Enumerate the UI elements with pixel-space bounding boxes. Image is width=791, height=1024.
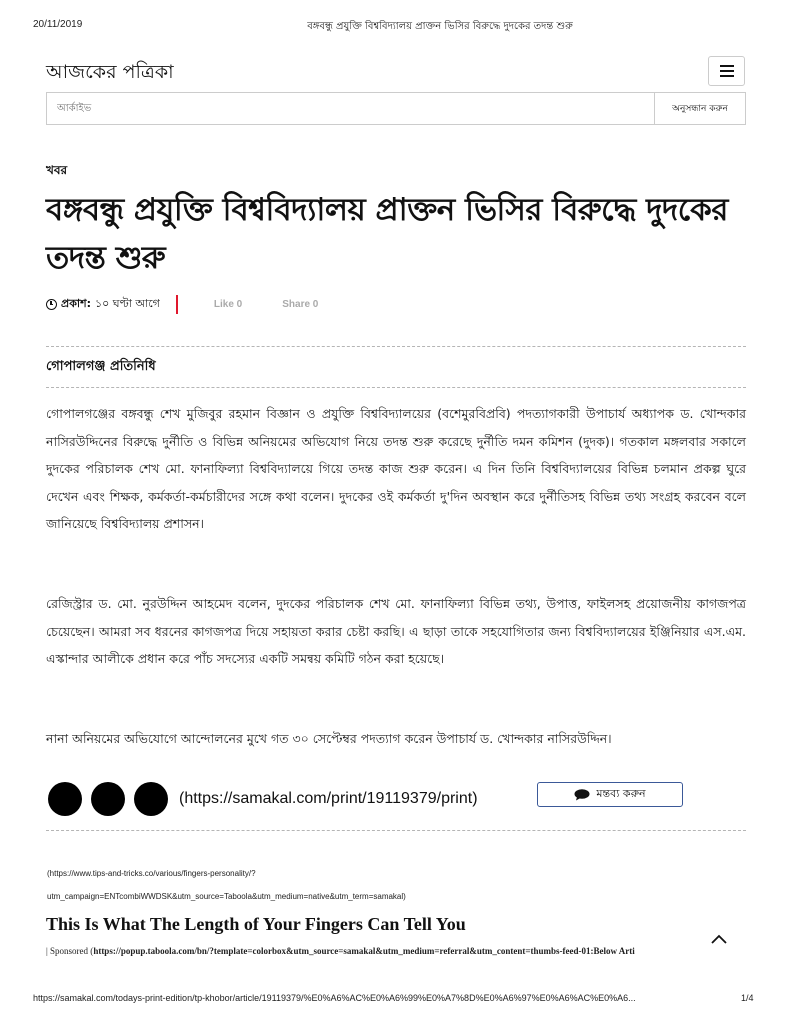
comment-button[interactable] [537,782,683,807]
share-row [48,782,478,816]
article-paragraph: গোপালগঞ্জের বঙ্গবন্ধু শেখ মুজিবুর রহমান বিজ্ঞান ও প্রযুক্তি বিশ্ববিদ্যালয়ের (বশেমুরবিপ্রবি) পদত্যাগকারী উপাচার্য অধ্যাপক ড. খোন্দকার নাসিরউদ্দিনের বিরুদ্ধে দুর্নীতি ও বিভিন্ন অনিয়মের অভিযোগ নিয়ে তদন্ত শুরু করেছে দুর্নীতি দমন কমিশন (দুদক)। গতকাল মঙ্গলবার সকালে দুদকের পরিচালক শেখ মো. ফানাফিল্যা বিশ্ববিদ্যালয়ে গিয়ে তদন্ত কাজ শুরু করেন। এ দিন তিনি বিশ্ববিদ্যালয়ের বিভিন্ন চলমান প্রকল্প ঘুরে দেখেন এবং শিক্ষক, কর্মকর্তা-কর্মচারীদের সঙ্গে কথা বলেন। দুদকের ওই কর্মকর্তা দু'দিন অবস্থান করে দুর্নীতিসহ বিভিন্ন তথ্য সংগ্রহ করবেন বলে জানিয়েছে বিশ্ববিদ্যালয় প্রশাসন। [46,406,747,531]
site-name[interactable]: আজকের পত্রিকা [46,61,174,83]
search-button[interactable]: অনুসন্ধান করুন [654,93,745,124]
like-button[interactable]: Like 0 [213,298,243,310]
print-header-title: বঙ্গবন্ধু প্রযুক্তি বিশ্ববিদ্যালয় প্রাক্তন ভিসির বিরুদ্ধে দুদকের তদন্ত শুরু [307,21,573,32]
article-category[interactable]: খবর [46,163,68,177]
article-paragraph: রেজিস্ট্রার ড. মো. নুরউদ্দিন আহমেদ বলেন, দুদকের পরিচালক শেখ মো. ফানাফিল্যা বিভিন্ন তথ্য, উপাত্ত, ফাইলসহ প্রয়োজনীয় কাগজপত্র চেয়েছেন। আমরা সব ধরনের কাগজপত্র দিয়ে সহায়তা করার চেষ্টা করছি। এ ছাড়া তাকে সহযোগিতার জন্য বিশ্ববিদ্যালয়ের ইঞ্জিনিয়ার এস.এম. এস্কান্দার আলীকে প্রধান করে পাঁচ সদস্যের একটি সমন্বয় কমিটি গঠন করা হয়েছে। [46,596,746,666]
page-number: 1/4 [741,993,754,1003]
print-link[interactable]: (https://samakal.com/print/19119379/print) [179,790,478,807]
print-share-icon[interactable] [134,782,168,816]
published-time: ১০ ঘণ্টা আগে [95,296,160,310]
article-headline: বঙ্গবন্ধু প্রযুক্তি বিশ্ববিদ্যালয় প্রাক্তন ভিসির বিরুদ্ধে দুদকের তদন্ত শুরু [46,192,728,276]
divider [46,830,746,831]
hamburger-menu-button[interactable] [708,56,745,86]
comment-icon [574,789,590,801]
divider [46,346,746,347]
search-bar [46,92,746,125]
search-input[interactable] [47,93,654,124]
clock-icon [46,299,57,310]
twitter-share-icon[interactable] [91,782,125,816]
sponsored-label: | Sponsored ( [46,946,94,956]
article-paragraph: নানা অনিয়মের অভিযোগে আন্দোলনের মুখে গত ৩০ সেপ্টেম্বর পদত্যাগ করেন উপাচার্য ড. খোন্দকার নাসিরউদ্দিন। [46,731,612,746]
share-button[interactable]: Share 0 [282,298,319,310]
sponsored-url[interactable]: https://popup.taboola.com/bn/?template=colorbox&utm_source=samakal&utm_medium=referral&utm_content=thumbs-feed-01:Below Arti [93,946,635,956]
article-meta [46,294,318,314]
ad-title[interactable]: This Is What The Length of Your Fingers Can Tell You [46,914,466,934]
print-date: 20/11/2019 [33,19,83,30]
hamburger-menu-icon [720,65,734,67]
footer-url: https://samakal.com/todays-print-edition/tp-khobor/article/19119379/%E0%A6%AC%E0%A6%99%E0%A7%8D%E0%A6%97%E0%A6%AC%E0%A6... [33,993,636,1003]
ad-url[interactable]: (https://www.tips-and-tricks.co/various/fingers-personality/? [47,869,256,878]
meta-divider [176,295,178,314]
divider [46,387,746,388]
ad-sponsored[interactable] [46,946,746,956]
comment-label: মন্তব্য করুন [596,787,646,800]
published-label: প্রকাশ: [61,296,92,310]
facebook-share-icon[interactable] [48,782,82,816]
ad-url[interactable]: utm_campaign=ENTcombiWWDSK&utm_source=Taboola&utm_medium=native&utm_term=samakal) [47,892,406,901]
chevron-up-icon[interactable] [711,934,727,944]
reporter-name: গোপালগঞ্জ প্রতিনিধি [46,359,156,374]
